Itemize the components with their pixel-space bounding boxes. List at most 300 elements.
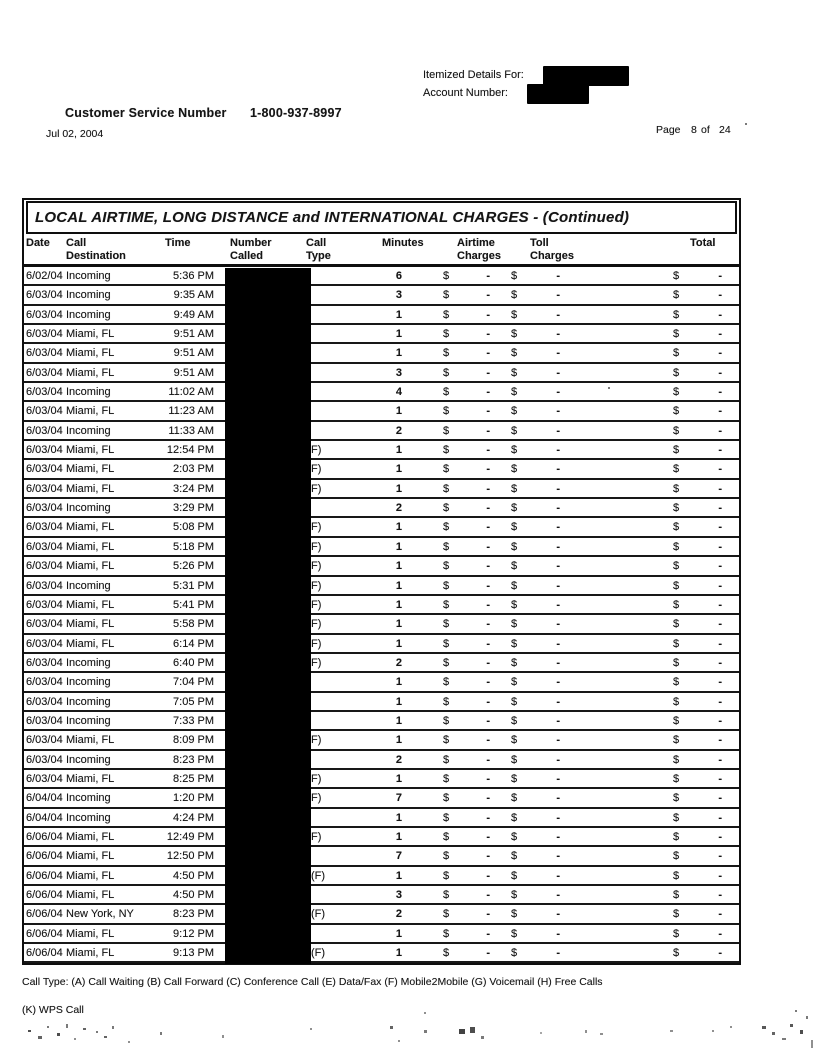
cell-toll-currency: $	[511, 540, 518, 553]
cell-total-currency: $	[673, 656, 680, 669]
cell-toll-value: -	[556, 308, 560, 321]
cell-toll-value: -	[556, 270, 560, 282]
cell-call-type: F)	[311, 598, 322, 611]
cell-time: 8:23 PM	[173, 753, 214, 766]
cell-destination: Miami, FL	[66, 637, 115, 650]
cell-toll-value: -	[556, 482, 560, 495]
cell-destination: Miami, FL	[66, 521, 115, 534]
cell-time: 7:05 PM	[173, 695, 214, 708]
cell-minutes: 3	[395, 366, 402, 379]
cell-destination: Incoming	[66, 308, 111, 321]
cell-total-value: -	[718, 676, 722, 689]
cell-airtime-currency: $	[443, 270, 450, 282]
table-row	[24, 944, 739, 963]
scan-noise-speck	[585, 1030, 587, 1033]
cell-time: 9:35 AM	[173, 289, 214, 302]
cell-destination: Incoming	[66, 289, 111, 302]
cell-total-value: -	[718, 386, 722, 399]
cell-airtime-currency: $	[443, 637, 450, 650]
cell-airtime-currency: $	[443, 366, 450, 379]
cell-destination: Miami, FL	[66, 850, 115, 863]
cell-toll-currency: $	[511, 424, 518, 437]
cell-time: 11:02 AM	[168, 386, 214, 399]
cell-time: 5:41 PM	[173, 598, 214, 611]
table-row	[24, 654, 739, 673]
cell-airtime-currency: $	[443, 482, 450, 495]
cell-minutes: 1	[395, 927, 402, 940]
table-row	[24, 538, 739, 557]
cell-date: 6/06/04	[26, 830, 63, 843]
cell-airtime-value: -	[486, 386, 490, 399]
cell-call-type: (F)	[311, 908, 326, 921]
cell-time: 4:50 PM	[173, 889, 214, 901]
cell-total-value: -	[718, 618, 722, 631]
cell-airtime-currency: $	[443, 560, 450, 573]
cell-time: 9:49 AM	[173, 308, 214, 321]
cell-toll-currency: $	[511, 502, 518, 515]
cell-time: 8:23 PM	[173, 908, 214, 921]
cell-time: 12:54 PM	[166, 444, 214, 457]
cell-total-value: -	[718, 772, 722, 785]
cell-destination: Miami, FL	[66, 618, 115, 631]
cell-total-currency: $	[673, 424, 680, 437]
customer-service-label: Customer Service Number	[65, 106, 227, 120]
cell-toll-currency: $	[511, 676, 518, 689]
cell-date: 6/03/04	[26, 347, 63, 360]
cell-toll-value: -	[556, 869, 560, 882]
cell-time: 5:18 PM	[173, 540, 214, 553]
cell-call-type: F)	[311, 540, 322, 553]
table-row	[24, 577, 739, 596]
cell-call-type: F)	[311, 772, 322, 785]
scan-noise-speck	[38, 1036, 42, 1039]
statement-date: Jul 02, 2004	[46, 128, 104, 140]
cell-time: 5:26 PM	[173, 560, 214, 573]
scan-noise-speck	[28, 1030, 31, 1032]
scan-noise-speck	[83, 1028, 86, 1030]
cell-total-currency: $	[673, 366, 680, 379]
cell-airtime-currency: $	[443, 289, 450, 302]
table-row	[24, 325, 739, 344]
cell-total-value: -	[718, 482, 722, 495]
cell-destination: Miami, FL	[66, 482, 115, 495]
scan-noise-speck	[424, 1030, 427, 1033]
cell-toll-currency: $	[511, 811, 518, 824]
table-row	[24, 693, 739, 712]
table-row	[24, 789, 739, 808]
cell-toll-value: -	[556, 579, 560, 592]
cell-toll-value: -	[556, 386, 560, 399]
cell-minutes: 1	[395, 540, 402, 553]
cell-toll-currency: $	[511, 830, 518, 843]
cell-time: 7:33 PM	[173, 714, 214, 727]
cell-airtime-value: -	[486, 598, 490, 611]
cell-airtime-currency: $	[443, 811, 450, 824]
cell-destination: Miami, FL	[66, 889, 115, 901]
cell-destination: Incoming	[66, 579, 111, 592]
cell-minutes: 1	[395, 482, 402, 495]
scan-noise-speck	[712, 1030, 714, 1032]
cell-call-type: F)	[311, 444, 322, 457]
cell-date: 6/03/04	[26, 540, 63, 553]
cell-date: 6/03/04	[26, 502, 63, 515]
cell-toll-currency: $	[511, 347, 518, 360]
cell-toll-value: -	[556, 908, 560, 921]
cell-minutes: 2	[395, 908, 402, 921]
cell-total-currency: $	[673, 579, 680, 592]
col-header-date: Date	[26, 237, 50, 249]
cell-time: 11:33 AM	[168, 424, 214, 437]
table-row	[24, 751, 739, 770]
cell-total-currency: $	[673, 753, 680, 766]
cell-date: 6/03/04	[26, 405, 63, 418]
table-row	[24, 596, 739, 615]
cell-toll-currency: $	[511, 598, 518, 611]
col-header-number-called: Number Called	[230, 237, 272, 262]
cell-time: 9:51 AM	[173, 366, 214, 379]
cell-destination: Incoming	[66, 753, 111, 766]
scan-noise-speck	[762, 1026, 766, 1029]
cell-toll-currency: $	[511, 753, 518, 766]
cell-airtime-currency: $	[443, 753, 450, 766]
table-row	[24, 905, 739, 924]
cell-total-currency: $	[673, 850, 680, 863]
cell-minutes: 2	[395, 502, 402, 515]
cell-minutes: 3	[395, 289, 402, 302]
scan-noise-speck	[795, 1010, 797, 1012]
cell-total-currency: $	[673, 521, 680, 534]
cell-date: 6/03/04	[26, 521, 63, 534]
cell-toll-currency: $	[511, 792, 518, 805]
cell-toll-value: -	[556, 947, 560, 960]
cell-airtime-value: -	[486, 270, 490, 282]
cell-total-currency: $	[673, 714, 680, 727]
cell-total-value: -	[718, 328, 722, 341]
col-header-airtime-charges: Airtime Charges	[457, 237, 502, 262]
cell-destination: Incoming	[66, 424, 111, 437]
cell-toll-currency: $	[511, 560, 518, 573]
cell-airtime-currency: $	[443, 405, 450, 418]
cell-airtime-currency: $	[443, 386, 450, 399]
cell-minutes: 1	[395, 695, 402, 708]
cell-airtime-currency: $	[443, 695, 450, 708]
cell-total-value: -	[718, 656, 722, 669]
cell-time: 2:03 PM	[173, 463, 214, 476]
scan-noise-speck	[745, 123, 747, 125]
cell-destination: Incoming	[66, 270, 111, 282]
itemized-details-label: Itemized Details For:	[423, 69, 524, 81]
cell-time: 1:20 PM	[173, 792, 214, 805]
cell-airtime-value: -	[486, 869, 490, 882]
cell-airtime-value: -	[486, 889, 490, 901]
cell-total-currency: $	[673, 695, 680, 708]
cell-airtime-currency: $	[443, 328, 450, 341]
cell-date: 6/06/04	[26, 889, 63, 901]
cell-total-currency: $	[673, 386, 680, 399]
cell-date: 6/03/04	[26, 676, 63, 689]
scan-noise-speck	[790, 1024, 793, 1027]
cell-destination: Miami, FL	[66, 560, 115, 573]
cell-airtime-currency: $	[443, 908, 450, 921]
cell-minutes: 1	[395, 947, 402, 960]
cell-minutes: 1	[395, 463, 402, 476]
cell-destination: Incoming	[66, 695, 111, 708]
cell-toll-value: -	[556, 734, 560, 747]
cell-time: 8:09 PM	[173, 734, 214, 747]
cell-destination: Miami, FL	[66, 598, 115, 611]
cell-time: 5:36 PM	[173, 270, 214, 282]
cell-time: 9:51 AM	[173, 347, 214, 360]
cell-toll-value: -	[556, 405, 560, 418]
cell-total-value: -	[718, 579, 722, 592]
table-row	[24, 770, 739, 789]
cell-call-type: F)	[311, 521, 322, 534]
cell-airtime-value: -	[486, 792, 490, 805]
cell-toll-currency: $	[511, 366, 518, 379]
cell-total-currency: $	[673, 328, 680, 341]
cell-date: 6/03/04	[26, 308, 63, 321]
cell-toll-currency: $	[511, 850, 518, 863]
cell-airtime-currency: $	[443, 424, 450, 437]
cell-destination: Incoming	[66, 811, 111, 824]
cell-minutes: 1	[395, 405, 402, 418]
cell-airtime-currency: $	[443, 579, 450, 592]
cell-destination: Incoming	[66, 656, 111, 669]
cell-minutes: 3	[395, 889, 402, 901]
cell-minutes: 1	[395, 560, 402, 573]
cell-total-value: -	[718, 695, 722, 708]
cell-toll-currency: $	[511, 869, 518, 882]
cell-minutes: 1	[395, 579, 402, 592]
cell-total-value: -	[718, 560, 722, 573]
cell-total-currency: $	[673, 270, 680, 282]
cell-airtime-value: -	[486, 753, 490, 766]
cell-toll-currency: $	[511, 947, 518, 960]
cell-call-type: F)	[311, 734, 322, 747]
col-header-time: Time	[165, 237, 191, 249]
cell-destination: Miami, FL	[66, 540, 115, 553]
cell-toll-value: -	[556, 753, 560, 766]
scan-noise-speck	[96, 1031, 98, 1033]
cell-destination: Miami, FL	[66, 463, 115, 476]
cell-airtime-currency: $	[443, 502, 450, 515]
cell-total-currency: $	[673, 830, 680, 843]
cell-time: 11:23 AM	[168, 405, 214, 418]
account-number-label: Account Number:	[423, 87, 508, 99]
table-row	[24, 422, 739, 441]
scan-noise-speck	[811, 1040, 813, 1048]
cell-time: 8:25 PM	[173, 772, 214, 785]
cell-date: 6/03/04	[26, 734, 63, 747]
cell-total-currency: $	[673, 676, 680, 689]
cell-toll-value: -	[556, 637, 560, 650]
cell-destination: Incoming	[66, 386, 111, 399]
cell-total-value: -	[718, 289, 722, 302]
cell-minutes: 2	[395, 753, 402, 766]
cell-call-type: F)	[311, 482, 322, 495]
cell-date: 6/06/04	[26, 947, 63, 960]
cell-airtime-currency: $	[443, 618, 450, 631]
table-row	[24, 344, 739, 363]
cell-airtime-value: -	[486, 463, 490, 476]
cell-airtime-value: -	[486, 482, 490, 495]
cell-airtime-value: -	[486, 850, 490, 863]
cell-total-value: -	[718, 521, 722, 534]
charges-table	[22, 198, 741, 965]
scan-noise-speck	[310, 1028, 312, 1030]
table-row	[24, 847, 739, 866]
cell-total-currency: $	[673, 908, 680, 921]
cell-total-currency: $	[673, 637, 680, 650]
scan-noise-speck	[459, 1029, 465, 1034]
cell-toll-currency: $	[511, 618, 518, 631]
cell-destination: Miami, FL	[66, 772, 115, 785]
cell-minutes: 1	[395, 618, 402, 631]
cell-toll-currency: $	[511, 521, 518, 534]
cell-toll-value: -	[556, 521, 560, 534]
cell-time: 4:24 PM	[173, 811, 214, 824]
cell-total-currency: $	[673, 540, 680, 553]
table-row	[24, 402, 739, 421]
scan-noise-speck	[424, 1012, 426, 1014]
cell-date: 6/03/04	[26, 598, 63, 611]
scan-noise-speck	[772, 1032, 775, 1035]
cell-toll-value: -	[556, 850, 560, 863]
cell-date: 6/03/04	[26, 560, 63, 573]
scan-noise-speck	[782, 1038, 786, 1040]
scan-noise-speck	[670, 1030, 673, 1032]
cell-airtime-value: -	[486, 308, 490, 321]
cell-toll-value: -	[556, 889, 560, 901]
cell-total-currency: $	[673, 444, 680, 457]
cell-airtime-currency: $	[443, 676, 450, 689]
page-of-word: of	[701, 124, 710, 136]
table-row	[24, 286, 739, 305]
cell-total-value: -	[718, 811, 722, 824]
cell-total-currency: $	[673, 502, 680, 515]
cell-toll-value: -	[556, 695, 560, 708]
cell-total-currency: $	[673, 811, 680, 824]
cell-toll-value: -	[556, 811, 560, 824]
cell-toll-currency: $	[511, 444, 518, 457]
cell-total-currency: $	[673, 308, 680, 321]
cell-time: 6:40 PM	[173, 656, 214, 669]
redacted-customer-name	[543, 66, 629, 86]
scan-noise-speck	[800, 1030, 803, 1034]
cell-toll-currency: $	[511, 308, 518, 321]
cell-total-currency: $	[673, 347, 680, 360]
cell-toll-currency: $	[511, 695, 518, 708]
cell-airtime-value: -	[486, 521, 490, 534]
cell-toll-currency: $	[511, 386, 518, 399]
cell-time: 9:12 PM	[173, 927, 214, 940]
cell-total-value: -	[718, 753, 722, 766]
table-row	[24, 557, 739, 576]
cell-toll-value: -	[556, 424, 560, 437]
scan-noise-speck	[112, 1026, 114, 1029]
table-row	[24, 867, 739, 886]
cell-minutes: 7	[395, 850, 402, 863]
cell-time: 5:31 PM	[173, 579, 214, 592]
cell-total-value: -	[718, 502, 722, 515]
cell-airtime-currency: $	[443, 830, 450, 843]
cell-airtime-value: -	[486, 579, 490, 592]
cell-total-currency: $	[673, 734, 680, 747]
cell-date: 6/03/04	[26, 579, 63, 592]
cell-toll-value: -	[556, 328, 560, 341]
cell-airtime-currency: $	[443, 889, 450, 901]
cell-total-currency: $	[673, 289, 680, 302]
cell-total-value: -	[718, 714, 722, 727]
cell-date: 6/03/04	[26, 695, 63, 708]
scan-noise-speck	[222, 1035, 224, 1038]
cell-date: 6/02/04	[26, 270, 63, 282]
cell-toll-value: -	[556, 347, 560, 360]
cell-date: 6/03/04	[26, 463, 63, 476]
table-row	[24, 364, 739, 383]
call-type-legend: Call Type: (A) Call Waiting (B) Call Forward (C) Conference Call (E) Data/Fax (F) Mobile2Mobile (G) Voicemail (H) Free Calls	[22, 976, 603, 988]
cell-toll-currency: $	[511, 714, 518, 727]
cell-airtime-currency: $	[443, 947, 450, 960]
cell-date: 6/03/04	[26, 444, 63, 457]
table-row	[24, 886, 739, 905]
scan-noise-speck	[160, 1032, 162, 1035]
cell-call-type: F)	[311, 463, 322, 476]
cell-total-value: -	[718, 734, 722, 747]
cell-toll-value: -	[556, 560, 560, 573]
cell-toll-value: -	[556, 502, 560, 515]
table-row	[24, 306, 739, 325]
table-title: LOCAL AIRTIME, LONG DISTANCE and INTERNATIONAL CHARGES - (Continued)	[26, 201, 737, 234]
cell-call-type: F)	[311, 656, 322, 669]
cell-total-currency: $	[673, 869, 680, 882]
cell-minutes: 1	[395, 869, 402, 882]
cell-toll-value: -	[556, 792, 560, 805]
cell-total-value: -	[718, 908, 722, 921]
redacted-account-number	[527, 84, 589, 104]
cell-total-currency: $	[673, 792, 680, 805]
cell-date: 6/03/04	[26, 714, 63, 727]
table-row	[24, 480, 739, 499]
cell-airtime-value: -	[486, 695, 490, 708]
cell-date: 6/06/04	[26, 869, 63, 882]
cell-total-value: -	[718, 308, 722, 321]
cell-toll-value: -	[556, 463, 560, 476]
cell-airtime-currency: $	[443, 308, 450, 321]
cell-toll-currency: $	[511, 908, 518, 921]
table-row	[24, 267, 739, 286]
cell-airtime-currency: $	[443, 463, 450, 476]
cell-minutes: 4	[395, 386, 402, 399]
cell-total-value: -	[718, 270, 722, 282]
cell-destination: Incoming	[66, 792, 111, 805]
cell-call-type: F)	[311, 830, 322, 843]
table-row	[24, 460, 739, 479]
table-row	[24, 809, 739, 828]
cell-airtime-value: -	[486, 560, 490, 573]
cell-destination: New York, NY	[66, 908, 134, 921]
cell-airtime-currency: $	[443, 540, 450, 553]
cell-airtime-currency: $	[443, 734, 450, 747]
cell-date: 6/06/04	[26, 908, 63, 921]
scan-noise-speck	[47, 1026, 49, 1028]
cell-airtime-currency: $	[443, 714, 450, 727]
cell-date: 6/03/04	[26, 753, 63, 766]
cell-toll-currency: $	[511, 889, 518, 901]
cell-destination: Miami, FL	[66, 347, 115, 360]
cell-airtime-value: -	[486, 656, 490, 669]
cell-date: 6/03/04	[26, 366, 63, 379]
